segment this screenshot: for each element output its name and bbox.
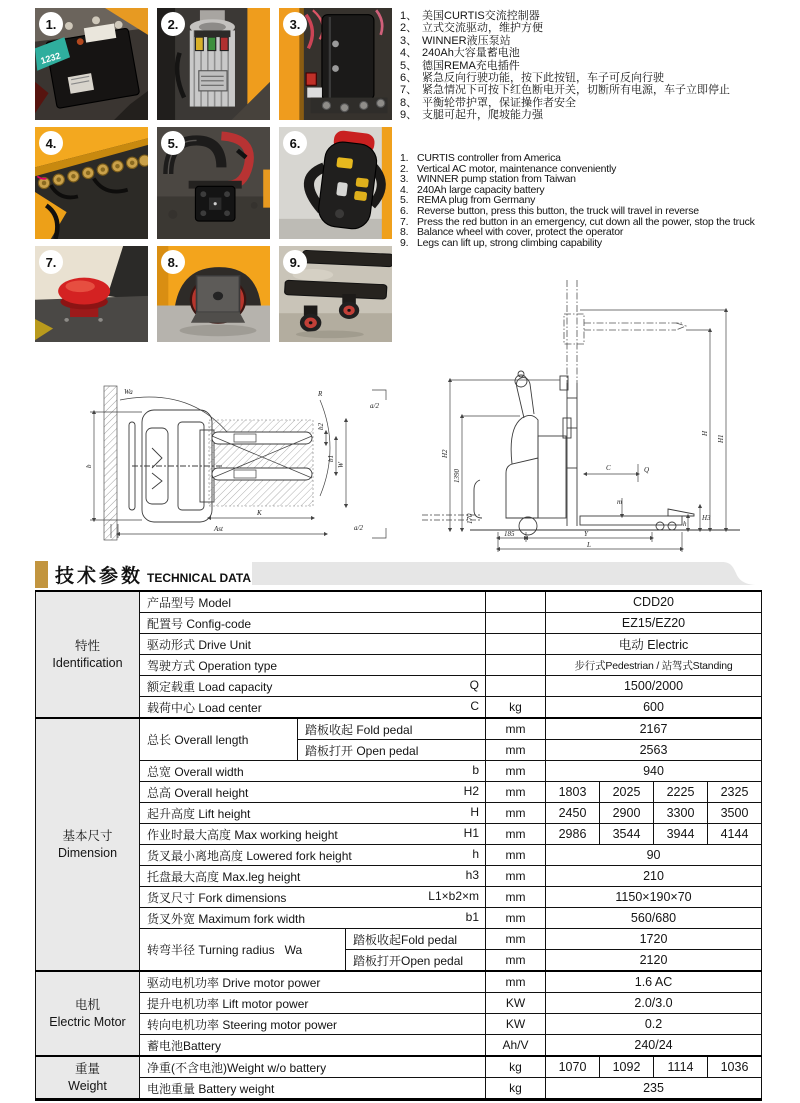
feature-list-item: [400, 206, 792, 217]
dim-label-b1: b1: [327, 455, 335, 462]
feature-item-text: 紧急情况下可按下红色断电开关，切断所有电源，车子立即停止: [422, 84, 730, 97]
feature-item-text: 紧急反向行驶功能，按下此按钮，车子可反向行驶: [422, 72, 664, 85]
table-row: [36, 591, 762, 613]
row-unit: mm: [486, 887, 546, 908]
row-unit: mm: [486, 761, 546, 782]
row-value: 3944: [654, 824, 708, 845]
feature-item-number: 2.: [400, 162, 409, 175]
photo-number-badge: 3.: [283, 12, 307, 36]
row-label: [140, 655, 486, 676]
group-symbol: Wa: [284, 943, 303, 957]
table-row: [36, 655, 762, 676]
row-unit: mm: [486, 845, 546, 866]
row-value: 电动 Electric: [546, 634, 762, 655]
row-value: 2120: [546, 950, 762, 972]
row-unit: mm: [486, 824, 546, 845]
row-value: 240/24: [546, 1035, 762, 1057]
row-unit: mm: [486, 866, 546, 887]
row-unit: Ah/V: [486, 1035, 546, 1057]
dim-label-a2-top: a/2: [370, 402, 379, 410]
row-value: 2450: [546, 803, 600, 824]
photo-8-balance-wheel: [157, 246, 270, 342]
section-name-cell: [36, 591, 140, 718]
row-unit: mm: [486, 950, 546, 972]
row-unit: kg: [486, 1078, 546, 1100]
photo-1-battery-controller: [35, 8, 148, 120]
feature-list-item: [400, 35, 792, 47]
top-view-diagram: [82, 378, 394, 556]
row-symbol: Q: [469, 677, 480, 692]
section-title-en: TECHNICAL DATA: [147, 571, 252, 585]
feature-item-text: 平衡轮带护罩，保证操作者安全: [422, 96, 576, 109]
feature-item-number: 6.: [400, 204, 409, 217]
table-row: [36, 1056, 762, 1078]
row-label: [140, 613, 486, 634]
dim-label-w: W: [337, 462, 345, 468]
row-unit: [486, 634, 546, 655]
feature-list-item: [400, 60, 792, 72]
row-label-text: 蓄电池Battery: [147, 1038, 222, 1053]
dim-label-h1: H1: [717, 434, 725, 443]
row-unit: mm: [486, 782, 546, 803]
row-label-text: 额定载重 Load capacity: [147, 679, 273, 694]
group-label-text: 转弯半径 Turning radius: [147, 943, 275, 957]
table-row: [36, 782, 762, 803]
row-label: [140, 761, 486, 782]
row-value: 1114: [654, 1056, 708, 1078]
feature-list-item: [400, 10, 792, 22]
row-unit: kg: [486, 1056, 546, 1078]
row-value: 940: [546, 761, 762, 782]
table-row: [36, 1014, 762, 1035]
feature-item-text: CURTIS controller from America: [417, 152, 561, 164]
feature-item-text: WINNER液压泵站: [422, 34, 511, 47]
row-label-text: 作业时最大高度 Max working height: [147, 827, 338, 842]
table-row: [36, 1078, 762, 1100]
group-label-text: 总长 Overall length: [147, 733, 249, 747]
row-symbol: H: [470, 804, 480, 819]
photo-number-badge: 9.: [283, 250, 307, 274]
feature-item-number: 9.: [400, 236, 409, 249]
row-label-text: 净重(不含电池)Weight w/o battery: [147, 1060, 327, 1075]
row-unit: KW: [486, 993, 546, 1014]
row-label: [140, 866, 486, 887]
table-row: [36, 697, 762, 719]
row-unit: kg: [486, 697, 546, 719]
row-value: CDD20: [546, 591, 762, 613]
photo-4-battery-cells: [35, 127, 148, 239]
row-label-text: 配置号 Config-code: [147, 616, 252, 631]
table-row: [36, 761, 762, 782]
feature-list-item: [400, 109, 792, 121]
section-name-en: Identification: [52, 655, 123, 670]
row-value: EZ15/EZ20: [546, 613, 762, 634]
row-group-label: [140, 718, 298, 761]
table-row: [36, 718, 762, 740]
table-row: [36, 634, 762, 655]
row-value: 1070: [546, 1056, 600, 1078]
dim-label-h-small: h: [683, 520, 687, 528]
feature-list-item: [400, 72, 792, 84]
row-value: 560/680: [546, 908, 762, 929]
feature-item-text: 德国REMA充电插件: [422, 59, 520, 72]
section-name-en: Dimension: [57, 845, 118, 860]
row-value: 1803: [546, 782, 600, 803]
row-label: [140, 971, 486, 993]
accent-bar: [35, 561, 48, 588]
table-row: [36, 993, 762, 1014]
row-value: 2225: [654, 782, 708, 803]
section-name-cn: 基本尺寸: [62, 829, 113, 844]
row-value: 2986: [546, 824, 600, 845]
row-symbol: H2: [463, 783, 480, 798]
feature-list-item: [400, 22, 792, 34]
row-label-text: 货叉外宽 Maximum fork width: [147, 911, 306, 926]
dim-label-y: Y: [584, 530, 588, 538]
table-row: [36, 908, 762, 929]
photo-7-emergency-button: [35, 246, 148, 342]
table-row: [36, 824, 762, 845]
row-value: 3544: [600, 824, 654, 845]
dim-label-c: C: [606, 464, 611, 472]
photo-9-support-legs: [279, 246, 392, 342]
svg-text:1232: 1232: [39, 50, 62, 66]
feature-item-text: 美国CURTIS交流控制器: [422, 10, 540, 22]
row-value: 0.2: [546, 1014, 762, 1035]
row-value: 步行式Pedestrian / 站驾式Standing: [546, 655, 762, 676]
feature-item-text: Press the red button in an emergency, cut down all the power, stop the truck: [417, 215, 755, 228]
feature-item-number: 8.: [400, 226, 409, 239]
dim-label-h3: H3: [702, 514, 711, 522]
technical-data-header: [55, 561, 251, 588]
row-sub-label: 踏板收起 Fold pedal: [298, 718, 486, 740]
feature-item-text: Vertical AC motor, maintenance conveniently: [417, 162, 617, 175]
row-sub-label: 踏板打开 Open pedal: [298, 740, 486, 761]
row-value: 2.0/3.0: [546, 993, 762, 1014]
photo-2-vertical-ac-motor: [157, 8, 270, 120]
feature-item-number: 6、: [400, 72, 418, 85]
row-label: [140, 1056, 486, 1078]
dim-label-170: 170: [466, 513, 474, 524]
feature-item-text: 立式交流驱动，维护方便: [422, 22, 543, 35]
row-value: 3500: [708, 803, 762, 824]
row-symbol: b1: [465, 909, 480, 924]
feature-item-text: REMA plug from Germany: [417, 194, 536, 207]
feature-list-item: [400, 238, 792, 249]
row-value: 210: [546, 866, 762, 887]
features-list-english: [400, 153, 792, 248]
dim-label-185: 185: [504, 530, 515, 538]
photo-3-pump-station: [279, 8, 392, 120]
dim-label-m: m: [617, 498, 623, 506]
row-label-text: 载荷中心 Load center: [147, 700, 262, 715]
row-label-text: 转向电机功率 Steering motor power: [147, 1017, 338, 1032]
feature-item-number: 8、: [400, 96, 418, 109]
row-label-text: 驱动电机功率 Drive motor power: [147, 975, 321, 990]
row-label: [140, 676, 486, 697]
row-value: 90: [546, 845, 762, 866]
photo-number-badge: 1.: [39, 12, 63, 36]
row-unit: [486, 655, 546, 676]
row-symbol: H1: [463, 825, 480, 840]
section-name-en: Weight: [68, 1078, 107, 1093]
photo-5-rema-plug: [157, 127, 270, 239]
row-label-text: 货叉尺寸 Fork dimensions: [147, 890, 287, 905]
section-name-cn: 特性: [74, 639, 100, 654]
photo-grid: [35, 8, 392, 342]
row-sub-label: 踏板打开Open pedal: [346, 950, 486, 972]
row-unit: mm: [486, 971, 546, 993]
feature-list-item: [400, 84, 792, 96]
table-row: [36, 887, 762, 908]
row-unit: mm: [486, 803, 546, 824]
row-label: [140, 993, 486, 1014]
photo-6-tiller-head: [279, 127, 392, 239]
row-label: [140, 908, 486, 929]
row-label-text: 总宽 Overall width: [147, 764, 244, 779]
feature-item-number: 5、: [400, 59, 418, 72]
feature-item-text: 240Ah large capacity battery: [417, 183, 545, 196]
section-name-cell: [36, 971, 140, 1056]
row-label: [140, 887, 486, 908]
row-label-text: 托盘最大高度 Max.leg height: [147, 869, 301, 884]
table-row: [36, 929, 762, 950]
dim-label-q: Q: [644, 466, 650, 474]
feature-item-text: 240Ah大容量蓄电池: [422, 47, 520, 60]
row-symbol: h: [472, 846, 480, 861]
section-title-cn: 技术参数: [55, 566, 144, 587]
photo-number-badge: 8.: [161, 250, 185, 274]
row-value: 1.6 AC: [546, 971, 762, 993]
row-label: [140, 803, 486, 824]
row-symbol: L1×b2×m: [428, 888, 480, 903]
section-name-cell: [36, 718, 140, 971]
section-name-cell: [36, 1056, 140, 1100]
feature-list-item: [400, 97, 792, 109]
row-label-text: 驱动形式 Drive Unit: [147, 637, 252, 652]
row-symbol: C: [470, 698, 480, 713]
row-unit: KW: [486, 1014, 546, 1035]
row-label: [140, 591, 486, 613]
section-name-cn: 重量: [74, 1062, 100, 1077]
feature-item-text: Legs can lift up, strong climbing capability: [417, 236, 602, 249]
dim-label-k: K: [257, 509, 262, 517]
feature-item-number: 1.: [400, 152, 409, 164]
row-label: [140, 782, 486, 803]
row-label: [140, 634, 486, 655]
feature-item-number: 4、: [400, 47, 418, 60]
section-name-en: Electric Motor: [49, 1014, 126, 1029]
row-label-text: 电池重量 Battery weight: [147, 1081, 275, 1096]
row-unit: mm: [486, 718, 546, 740]
table-row: [36, 1035, 762, 1057]
row-label: [140, 845, 486, 866]
row-unit: [486, 613, 546, 634]
dim-label-wa: Wa: [124, 388, 133, 396]
feature-item-number: 5.: [400, 194, 409, 207]
table-row: [36, 676, 762, 697]
feature-item-number: 7、: [400, 84, 418, 97]
side-view-diagram: [420, 268, 792, 560]
photo-number-badge: 2.: [161, 12, 185, 36]
section-name-cn: 电机: [74, 998, 100, 1013]
table-row: [36, 845, 762, 866]
dim-label-b2: b2: [317, 423, 325, 430]
row-value: 600: [546, 697, 762, 719]
row-symbol: h3: [465, 867, 480, 882]
table-row: [36, 613, 762, 634]
row-symbol: b: [472, 762, 480, 777]
row-unit: mm: [486, 929, 546, 950]
photo-number-badge: 5.: [161, 131, 185, 155]
feature-item-number: 7.: [400, 215, 409, 228]
dim-label-1390: 1390: [453, 469, 461, 483]
row-label: [140, 824, 486, 845]
row-value: 1036: [708, 1056, 762, 1078]
row-group-label: [140, 929, 346, 972]
photo-number-badge: 4.: [39, 131, 63, 155]
row-unit: [486, 591, 546, 613]
dim-label-b: b: [85, 464, 93, 468]
row-value: 1720: [546, 929, 762, 950]
feature-item-text: 支腿可起升，爬坡能力强: [422, 109, 543, 122]
row-label: [140, 1078, 486, 1100]
dim-label-a2-bottom: a/2: [354, 524, 363, 532]
row-label: [140, 1014, 486, 1035]
dim-label-h2: H2: [441, 449, 449, 458]
row-value: 2900: [600, 803, 654, 824]
feature-item-number: 4.: [400, 183, 409, 196]
dim-label-h: H: [701, 430, 709, 436]
row-label-text: 总高 Overall height: [147, 785, 249, 800]
row-label: [140, 697, 486, 719]
row-value: 1500/2000: [546, 676, 762, 697]
row-label: [140, 1035, 486, 1057]
feature-item-number: 1、: [400, 10, 418, 22]
features-list-chinese: [400, 10, 792, 122]
row-unit: [486, 676, 546, 697]
row-label-text: 产品型号 Model: [147, 595, 232, 610]
dim-label-r: R: [318, 390, 323, 398]
photo-number-badge: 6.: [283, 131, 307, 155]
row-value: 3300: [654, 803, 708, 824]
feature-item-text: Reverse button, press this button, the truck will travel in reverse: [417, 204, 699, 217]
feature-item-text: WINNER pump station from Taiwan: [417, 173, 576, 186]
feature-item-number: 3.: [400, 173, 409, 186]
feature-list-item: [400, 47, 792, 59]
photo-number-badge: 7.: [39, 250, 63, 274]
table-row: [36, 866, 762, 887]
feature-item-number: 9、: [400, 109, 418, 122]
row-value: 2025: [600, 782, 654, 803]
row-label-text: 货叉最小离地高度 Lowered fork height: [147, 848, 352, 863]
row-label-text: 驾驶方式 Operation type: [147, 658, 278, 673]
dim-label-ast: Ast: [214, 525, 223, 533]
row-value: 2325: [708, 782, 762, 803]
feature-item-number: 3、: [400, 34, 418, 47]
row-value: 1092: [600, 1056, 654, 1078]
row-sub-label: 踏板收起Fold pedal: [346, 929, 486, 950]
row-unit: mm: [486, 740, 546, 761]
feature-item-number: 2、: [400, 22, 418, 35]
feature-item-text: Balance wheel with cover, protect the operator: [417, 226, 624, 239]
dim-label-l: L: [587, 541, 591, 549]
row-value: 4144: [708, 824, 762, 845]
feature-list-item: [400, 153, 792, 164]
table-row: [36, 971, 762, 993]
row-unit: mm: [486, 908, 546, 929]
row-value: 2167: [546, 718, 762, 740]
row-value: 235: [546, 1078, 762, 1100]
table-row: [36, 803, 762, 824]
row-label-text: 起升高度 Lift height: [147, 806, 251, 821]
header-band: [252, 562, 762, 591]
technical-data-table: [35, 590, 762, 1101]
row-value: 2563: [546, 740, 762, 761]
row-label-text: 提升电机功率 Lift motor power: [147, 996, 309, 1011]
row-value: 1150×190×70: [546, 887, 762, 908]
